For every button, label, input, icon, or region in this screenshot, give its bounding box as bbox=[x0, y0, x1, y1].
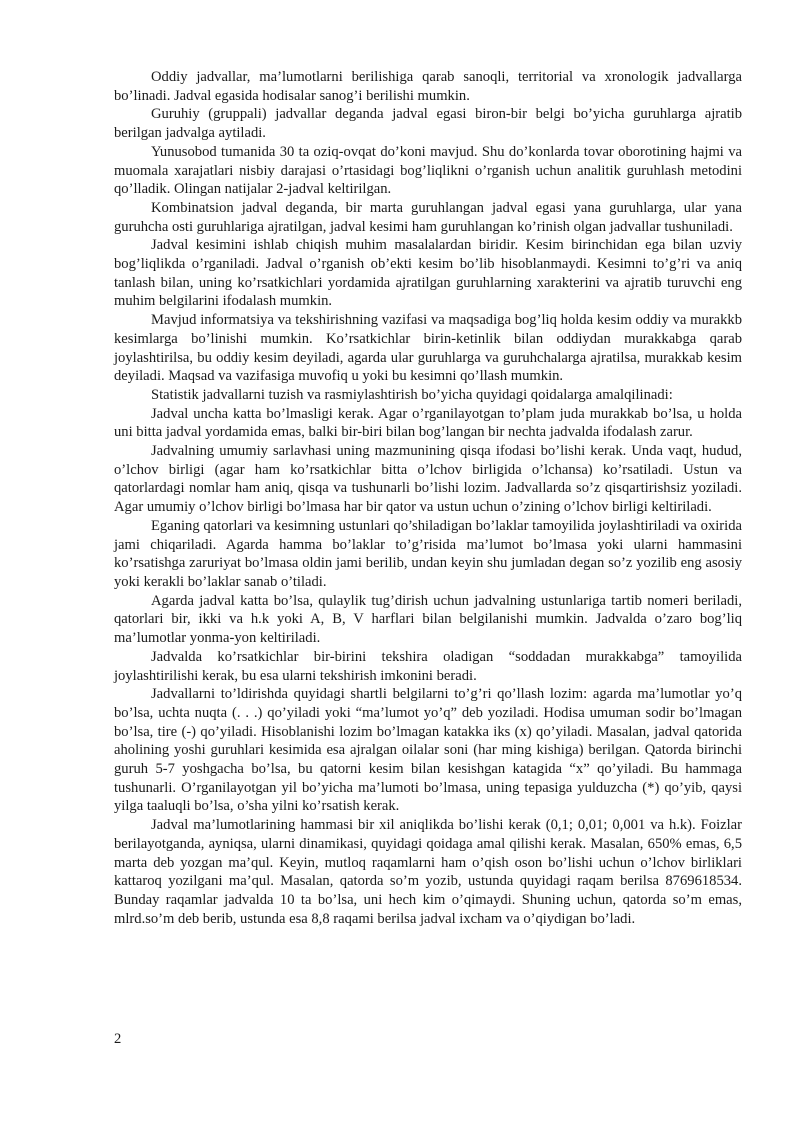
page-number: 2 bbox=[114, 1031, 122, 1047]
paragraph-rule-title: Jadvalning umumiy sarlavhasi uning mazmunining qisqa ifodasi bo’lishi kerak. Unda vaqt, hudud, o’lchov birligi (agar ham ko’rsatkichlar bitta o’lchov birligida o’lchansa) ko’rsatiladi. Ustun va qatorlardagi nomlar ham aniq, qisqa va tushunarli bo’lishi lozim. Jadvallarda so’z qisqartirishsiz yoziladi. Agar umumiy o’lchov birligi bo’lmasa har bir qator va ustun uchun o’zining o’lchov birligi keltiriladi. bbox=[114, 443, 742, 516]
paragraph-rule-size: Jadval uncha katta bo’lmasligi kerak. Agar o’rganilayotgan to’plam juda murakkab bo’lsa, u holda uni bitta jadval yordamida emas, balki bir-biri bilan bog’langan bir nechta jadvalda ifodalash zarur. bbox=[114, 405, 742, 441]
paragraph-rule-symbols: Jadvallarni to’ldirishda quyidagi shartli belgilarni to’g’ri qo’llash lozim: agarda ma’lumotlar yo’q bo’lsa, uchta nuqta (. . .) qo’yiladi yoki “ma’lumot yo’q” deb yoziladi. Hodisa umuman sodir bo’lmagan bo’lsa, tire (-) qo’yiladi. Hisoblanishi lozim bo’lmagan katakka iks (x) qo’yiladi. Masalan, jadval qatorida aholining yoshi guruhlari kesimida esa ajralgan oilalar soni (har ming kishiga) berilgan. Qatorda birinchi guruh 5-7 yoshgacha bo’lsa, bu qatorni kesim bilan kesishgan katagida “x” qo’yiladi. Bu hammaga tushunarli. O’rganilayotgan yil bo’yicha ma’lumoti bo’lmasa, uning tepasiga yulduzcha (*) qo’yib, qaysi yilga taaluqli bo’lsa, o’sha yilni ko’rsatish kerak. bbox=[114, 686, 742, 815]
paragraph-rules-intro: Statistik jadvallarni tuzish va rasmiylashtirish bo’yicha quyidagi qoidalarga amalqilinadi: bbox=[151, 386, 673, 403]
paragraph-section-types: Mavjud informatsiya va tekshirishning vazifasi va maqsadiga bog’liq holda kesim oddiy va murakkb kesimlarga bo’linishi mumkin. Ko’rsatkichlar birin-ketinlik bilan oddiydan murakkabga qarab joylashtirilsa, bu oddiy kesim deyiladi, agarda ular guruhlarga va guruhchalarga ajratilsa, murakkab kesim deyiladi. Maqsad va vazifasiga muvofiq u yoki bu kesimni qo’llash mumkin. bbox=[114, 312, 742, 385]
paragraph-group-tables: Guruhiy (gruppali) jadvallar deganda jadval egasi biron-bir belgi bo’yicha guruhlarga ajratib berilgan jadvalga aytiladi. bbox=[114, 106, 742, 142]
paragraph-rule-totals: Eganing qatorlari va kesimning ustunlari qo’shiladigan bo’laklar tamoyilida joylashtiriladi va oxirida jami chiqariladi. Agarda hamma bo’laklar to’g’risida ma’lumot bo’lmasa yoki ularni hammasini ko’rsatishga zaruriyat bo’lmasa oldin jami berilib, undan keyin shu jumladan degan so’z yozilib eng asosiy yoki kerakli bo’laklar sanab o’tiladi. bbox=[114, 517, 742, 590]
paragraph-rule-numbering: Agarda jadval katta bo’lsa, qulaylik tug’dirish uchun jadvalning ustunlariga tartib nomeri beriladi, qatorlari bir, ikki va h.k yoki A, B, V harflari bilan belgilanishi mumkin. Jadvalda o’zaro bog’liq ma’lumotlar yonma-yon keltiriladi. bbox=[114, 592, 742, 647]
paragraph-table-section: Jadval kesimini ishlab chiqish muhim masalalardan biridir. Kesim birinchidan ega bilan uzviy bog’liqlikda o’rganiladi. Jadval o’rganish ob’ekti kesim bo’lib hisoblanmaydi. Kesimni to’g’ri va aniq tanlash bilan, uning ko’rsatkichlari yordamida ajratilgan guruhlarning xarakterini va ajratib turuvchi eng muhim belgilarini ifodalash mumkin. bbox=[114, 237, 742, 310]
paragraph-rule-ordering: Jadvalda ko’rsatkichlar bir-birini tekshira oladigan “soddadan murakkabga” tamoyilida joylashtirilishi kerak, bu esa ularni tekshirish imkonini beradi. bbox=[114, 648, 742, 684]
paragraph-simple-tables: Oddiy jadvallar, ma’lumotlarni berilishiga qarab sanoqli, territorial va xronologik jadvallarga bo’linadi. Jadval egasida hodisalar sanog’i berilishi mumkin. bbox=[114, 69, 742, 104]
paragraph-rule-precision: Jadval ma’lumotlarining hammasi bir xil aniqlikda bo’lishi kerak (0,1; 0,01; 0,001 va h.k). Foizlar berilayotganda, ayniqsa, ularni dinamikasi, quyidagi qoidaga amal qilishi kerak. Masalan, 650% emas, 6,5 marta deb yozgan ma’qul. Keyin, mutloq raqamlarni ham o’qish oson bo’lishi uchun o’lchov birliklari kattaroq yozilgani ma’qul. Masalan, qatorda so’m yozib, ustunda quyidagi raqam berilsa 8769618534. Bunday raqamlar jadvalda 10 ta bo’lsa, uni hech kim o’qimaydi. Shuning uchun, qatorda so’m emas, mlrd.so’m deb berib, ustunda esa 8,8 raqami berilsa jadval ixcham va o’qiydigan bo’ladi. bbox=[114, 817, 742, 927]
document-body bbox=[114, 68, 742, 928]
paragraph-combination-tables: Kombinatsion jadval deganda, bir marta guruhlangan jadval egasi yana guruhlarga, ular yana guruhcha osti guruhlariga ajratilgan, jadval kesimi ham guruhlangan ko’rinish olgan jadvallar tushuniladi. bbox=[114, 199, 742, 235]
paragraph-yunusobod-example: Yunusobod tumanida 30 ta oziq-ovqat do’koni mavjud. Shu do’konlarda tovar oborotining hajmi va muomala xarajatlari nisbiy darajasi o’rtasidagi bog’liqlikni o’rganish uchun analitik guruhlash metodini qo’lladik. Olingan natijalar 2-jadval keltirilgan. bbox=[114, 143, 742, 198]
